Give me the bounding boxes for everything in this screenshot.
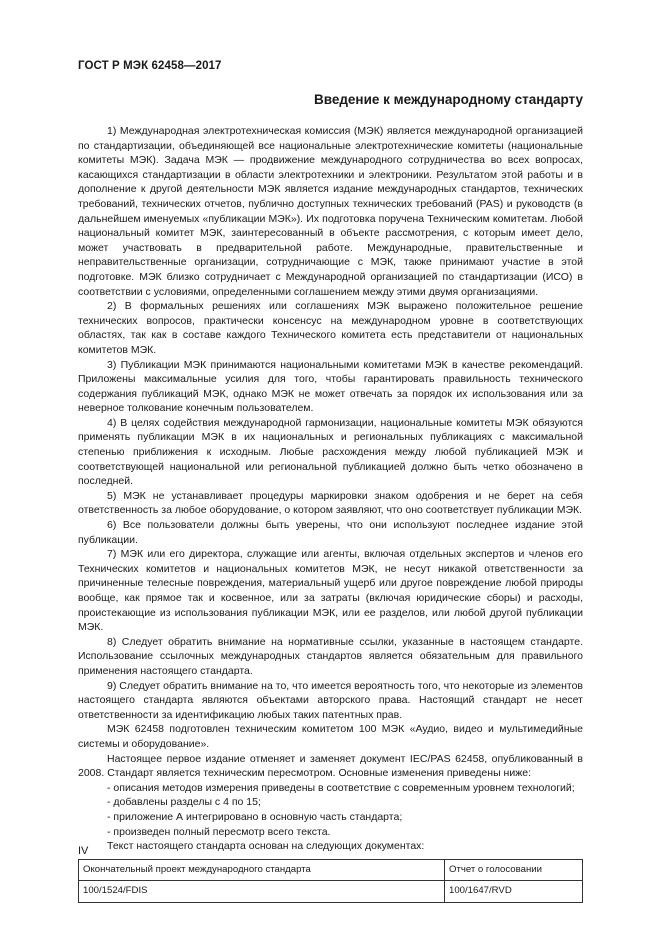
table-header-cell: Отчет о голосовании: [445, 859, 583, 881]
table-intro: Текст настоящего стандарта основан на следующих документах:: [107, 840, 425, 853]
document-header: ГОСТ Р МЭК 62458—2017: [78, 60, 222, 72]
paragraph-prepared-by: МЭК 62458 подготовлен техническим комитетом 100 МЭК «Аудио, видео и мультимедийные системы и оборудование».: [78, 723, 583, 750]
paragraph-3: 3) Публикации МЭК принимаются национальными комитетами МЭК в качестве рекомендаций. Приложены максимальные усилия для того, чтобы гарантировать правильность технического содержания публикаций МЭК, однако МЭК не может отвечать за порядок их использования или за неверное толкование конечным пользователем.: [78, 358, 583, 415]
paragraph-9: 9) Следует обратить внимание на то, что имеется вероятность того, что некоторые из элементов настоящего стандарта являются объектами авторского права. Настоящий стандарт не несет ответственности за идентификацию любых таких патентных прав.: [78, 679, 583, 721]
list-item: - приложение А интегрировано в основную часть стандарта;: [107, 810, 403, 823]
table-row: [79, 881, 583, 903]
page-number: IV: [78, 845, 89, 857]
section-title: Введение к международному стандарту: [313, 92, 583, 107]
table-cell: 100/1524/FDIS: [79, 881, 445, 903]
paragraph-6: 6) Все пользователи должны быть уверены, что они используют последнее издание этой публикации.: [78, 519, 583, 546]
table-header-cell: Окончательный проект международного стандарта: [79, 859, 445, 881]
list-item: - произведен полный пересмотр всего текста.: [107, 825, 331, 838]
documents-table: [78, 859, 583, 903]
paragraph-4: 4) В целях содействия международной гармонизации, национальные комитеты МЭК обязуются применять публикации МЭК в их национальных и региональных публикациях с максимальной степенью приближения к исходным. Любые расхождения между любой публикацией МЭК и соответствующей национальной или региональной публикацией должно быть четко обозначено в последней.: [78, 416, 583, 488]
table-cell: 100/1647/RVD: [445, 881, 583, 903]
introduction-body: [78, 124, 583, 903]
paragraph-1: 1) Международная электротехническая комиссия (МЭК) является международной организацией по стандартизации, объединяющей все национальные электротехнические комитеты (национальные комитеты МЭК). Задача МЭК — продвижение международного сотрудничества во всех вопросах, касающихся стандартизации в области электротехники и электроники. Результатом этой работы и в дополнение к другой деятельности МЭК является издание международных стандартов, технических требований, технических отчетов, публично доступных технических требований (PAS) и руководств (в дальнейшем именуемых «публикации МЭК»). Их подготовка поручена Техническим комитетам. Любой национальный комитет МЭК, заинтересованный в объекте рассмотрения, с которым имеет дело, может участвовать в предварительной работе. Международные, правительственные и неправительственные организации, сотрудничающие с МЭК, также принимают участие в этой подготовке. МЭК близко сотрудничает с Международной организацией по стандартизации (ИСО) в соответствии с условиями, определенными соглашением между этими двумя организациями.: [78, 125, 583, 298]
list-item: - описания методов измерения приведены в соответствие с современным уровнем технологий;: [107, 781, 575, 794]
list-item: - добавлены разделы с 4 по 15;: [107, 796, 261, 809]
paragraph-8: 8) Следует обратить внимание на нормативные ссылки, указанные в настоящем стандарте. Использование ссылочных международных стандартов является обязательным для правильного применения настоящего стандарта.: [78, 635, 583, 677]
table-header-row: [79, 859, 583, 881]
paragraph-edition: Настоящее первое издание отменяет и заменяет документ IEC/PAS 62458, опубликованный в 2008. Стандарт является техническим пересмотром. Основные изменения приведены ниже:: [78, 752, 583, 780]
paragraph-7: 7) МЭК или его директора, служащие или агенты, включая отдельных экспертов и членов его Технических комитетов и национальных комитетов МЭК, не несут никакой ответственности за причиненные телесные повреждения, материальный ущерб или другое повреждение любой природы вообще, как прямое так и косвенное, или за затраты (включая юридические сборы) и расходы, проистекающие из использования публикации МЭК, или ее разделов, или любой другой публикации МЭК.: [78, 548, 583, 634]
paragraph-2: 2) В формальных решениях или соглашениях МЭК выражено положительное решение технических вопросов, практически консенсус на международном уровне в соответствующих областях, так как в составе каждого Технического комитета есть представители от национальных комитетов МЭК.: [78, 300, 583, 356]
paragraph-5: 5) МЭК не устанавливает процедуры маркировки знаком одобрения и не берет на себя ответственность за любое оборудование, о котором заявляют, что оно соответствует публикации МЭК.: [78, 489, 583, 517]
